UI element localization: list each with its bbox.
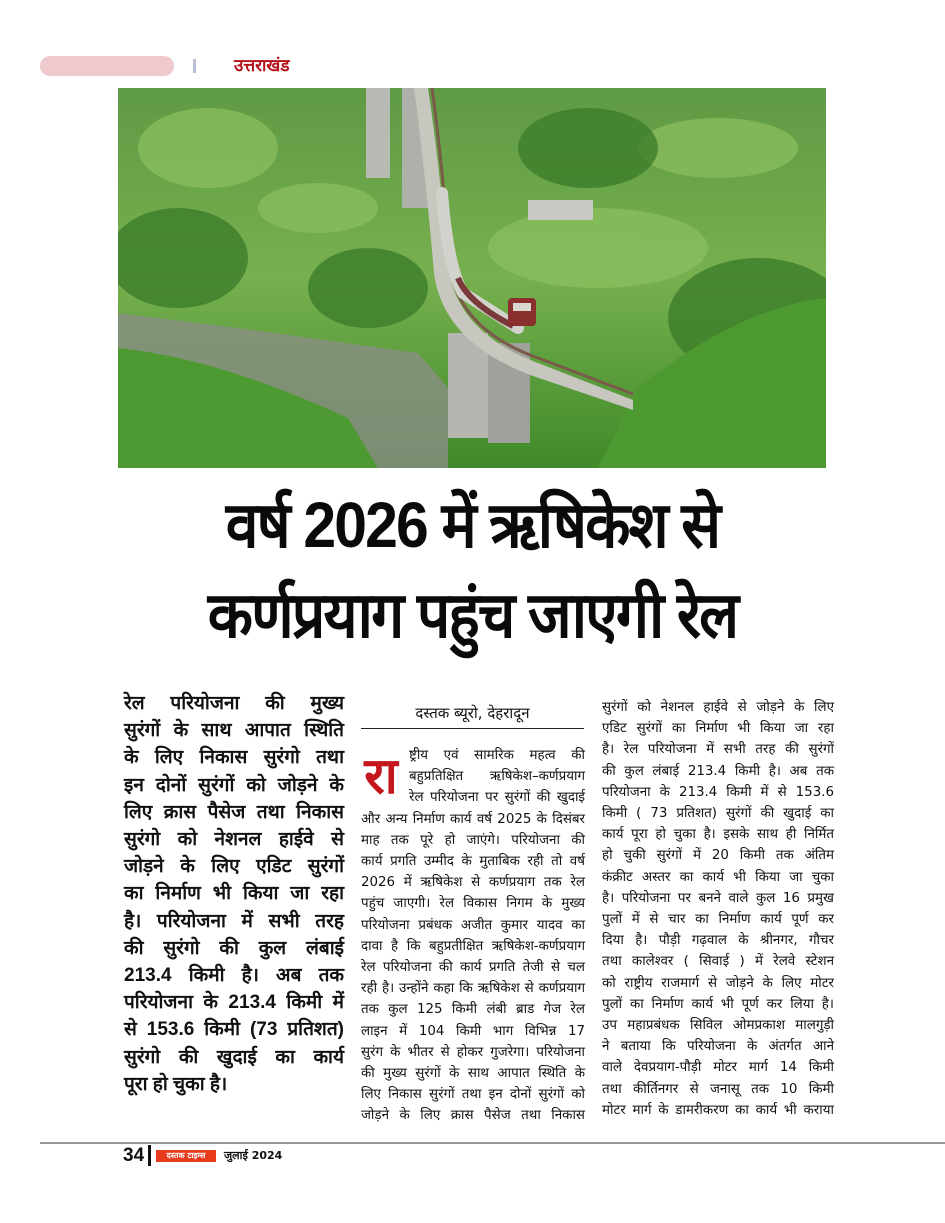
text-line: रही है। उन्होंने कहा कि ऋषिकेश से कर्णप्रयाग: [361, 981, 585, 997]
text-line: वाले देवप्रयाग-पौड़ी मोटर मार्ग 14 किमी: [602, 1060, 834, 1076]
section-label: उत्तराखंड: [234, 56, 290, 76]
text-line: रेल परियोजना की मुख्य: [124, 693, 344, 714]
text-line: रेल परियोजना की कार्य प्रगति तेजी से चल: [361, 960, 585, 976]
page-number: 34: [123, 1145, 145, 1166]
text-line: पुलों का निर्माण कार्य भी पूर्ण कर लिया है।: [602, 996, 834, 1012]
footer-rule: [40, 1142, 945, 1144]
text-line: और अन्य निर्माण कार्य वर्ष 2025 के दिसंबर: [361, 811, 585, 827]
publication-logo: दस्तक टाइम्स: [156, 1150, 216, 1162]
text-line: जोड़ने के लिए क्रास पैसेज तथा निकास: [361, 1108, 585, 1124]
text-line: रेल परियोजना पर सुरंगों की खुदाई: [409, 790, 585, 806]
text-line: तथा कालेश्वर ( सिवाई ) में रेलवे स्टेशन: [602, 954, 834, 970]
text-line: दावा है कि बहुप्रतीक्षित ऋषिकेश-कर्णप्रयाग: [361, 938, 585, 954]
text-line: सुरंगों को नेशनल हाईवे से जोड़ने के लिए: [602, 700, 834, 715]
text-line: सुरंग के भीतर से होकर गुजरेगा। परियोजना: [361, 1044, 585, 1060]
text-line: लिए निकास सुरंगों तथा इन दोनों सुरंगों को: [361, 1087, 585, 1103]
drop-cap: रा: [364, 747, 398, 805]
text-line: ने बताया कि परियोजना के अंतर्गत आने: [602, 1039, 834, 1055]
text-line: सुरंगो को नेशनल हाईवे से: [124, 829, 344, 851]
text-line: तक कुल 125 किमी लंबी ब्राड गेज रेल: [361, 1002, 585, 1018]
text-line: कंक्रीट अस्तर का कार्य भी किया जा चुका: [602, 869, 834, 885]
text-line: परियोजना के 213.4 किमी में: [124, 992, 344, 1014]
text-line: पहुंच जाएगी। रेल विकास निगम के मुख्य: [361, 896, 585, 912]
text-line: के लिए निकास सुरंगो तथा: [124, 747, 344, 769]
text-line: लिए क्रास पैसेज तथा निकास: [124, 801, 344, 823]
text-line: हो चुकी सुरंगों में 20 किमी तक अंतिम: [602, 848, 834, 864]
text-line: को राष्ट्रीय राजमार्ग से जोड़ने के लिए मोटर: [602, 975, 834, 991]
article-column-2: [602, 697, 834, 1121]
text-line: पूरा हो चुका है।: [124, 1073, 228, 1095]
text-line: का निर्माण भी किया जा रहा: [124, 883, 344, 905]
article-column-1: [361, 745, 585, 1127]
text-line: मोटर मार्ग के डामरीकरण का कार्य भी कराया: [602, 1102, 834, 1118]
header-tag-pill: [40, 56, 174, 76]
text-line: से 153.6 किमी (73 प्रतिशत): [124, 1019, 344, 1041]
text-line: इन दोनों सुरंगों को जोड़ने के: [124, 774, 344, 796]
text-line: ष्ट्रीय एवं सामरिक महत्व की: [409, 748, 585, 763]
text-line: है। परियोजना पर बनने वाले कुल 16 प्रमुख: [602, 890, 834, 906]
header-separator: [193, 59, 196, 73]
text-line: किमी ( 73 प्रतिशत) सुरंगों की खुदाई का: [602, 806, 834, 822]
headline-line-1: वर्ष 2026 में ऋषिकेश से: [225, 489, 720, 561]
text-line: की मुख्य सुरंगों के साथ आपात स्थिति के: [361, 1066, 585, 1082]
text-line: लाइन में 104 किमी भाग विभिन्न 17: [361, 1023, 585, 1039]
text-line: परियोजना प्रबंधक अजीत कुमार यादव का: [361, 917, 585, 933]
issue-date: जुलाई 2024: [224, 1149, 283, 1162]
text-line: दिया है। पौड़ी गढ़वाल के श्रीनगर, गौचर: [602, 933, 834, 949]
text-line: बहुप्रतिक्षित ऋषिकेश–कर्णप्रयाग: [409, 769, 585, 785]
text-line: कार्य प्रगति उम्मीद के मुताबिक रही तो वर्ष: [361, 854, 585, 870]
text-line: 213.4 किमी है। अब तक: [124, 965, 344, 987]
text-line: की कुल लंबाई 213.4 किमी है। अब तक: [602, 763, 834, 779]
text-line: है। परियोजना में सभी तरह: [124, 910, 344, 932]
footer-divider: [148, 1145, 151, 1166]
text-line: परियोजना के 213.4 किमी में से 153.6: [602, 784, 834, 800]
text-line: है। रेल परियोजना में सभी तरह की सुरंगों: [602, 742, 834, 758]
text-line: पुलों में से चार का निर्माण कार्य पूर्ण कर: [602, 912, 834, 928]
text-line: उप महाप्रबंधक सिविल ओमप्रकाश मालगुड़ी: [602, 1018, 834, 1034]
byline: दस्तक ब्यूरो, देहरादून: [361, 703, 584, 729]
text-line: सुरंगों के साथ आपात स्थिति: [124, 720, 344, 742]
text-line: तथा कीर्तिनगर से जनासू तक 10 किमी: [602, 1081, 834, 1097]
headline-line-2: कर्णप्रयाग पहुंच जाएगी रेल: [207, 579, 738, 651]
text-line: सुरंगो की खुदाई का कार्य: [124, 1046, 344, 1068]
text-line: 2026 में ऋषिकेश से कर्णप्रयाग तक रेल: [361, 875, 585, 891]
text-line: माह तक पूरे हो जाएंगे। परियोजना की: [361, 832, 585, 848]
text-line: जोड़ने के लिए एडिट सुरंगों: [124, 856, 344, 878]
pull-quote: [124, 690, 344, 1098]
article-photo: [118, 88, 826, 468]
text-line: की सुरंगो की कुल लंबाई: [124, 937, 344, 959]
text-line: कार्य पूरा हो चुका है। इसके साथ ही निर्मित: [602, 827, 834, 843]
text-line: एडिट सुरंगों का निर्माण भी किया जा रहा: [602, 721, 834, 737]
train-bridge-photo: [118, 88, 826, 468]
